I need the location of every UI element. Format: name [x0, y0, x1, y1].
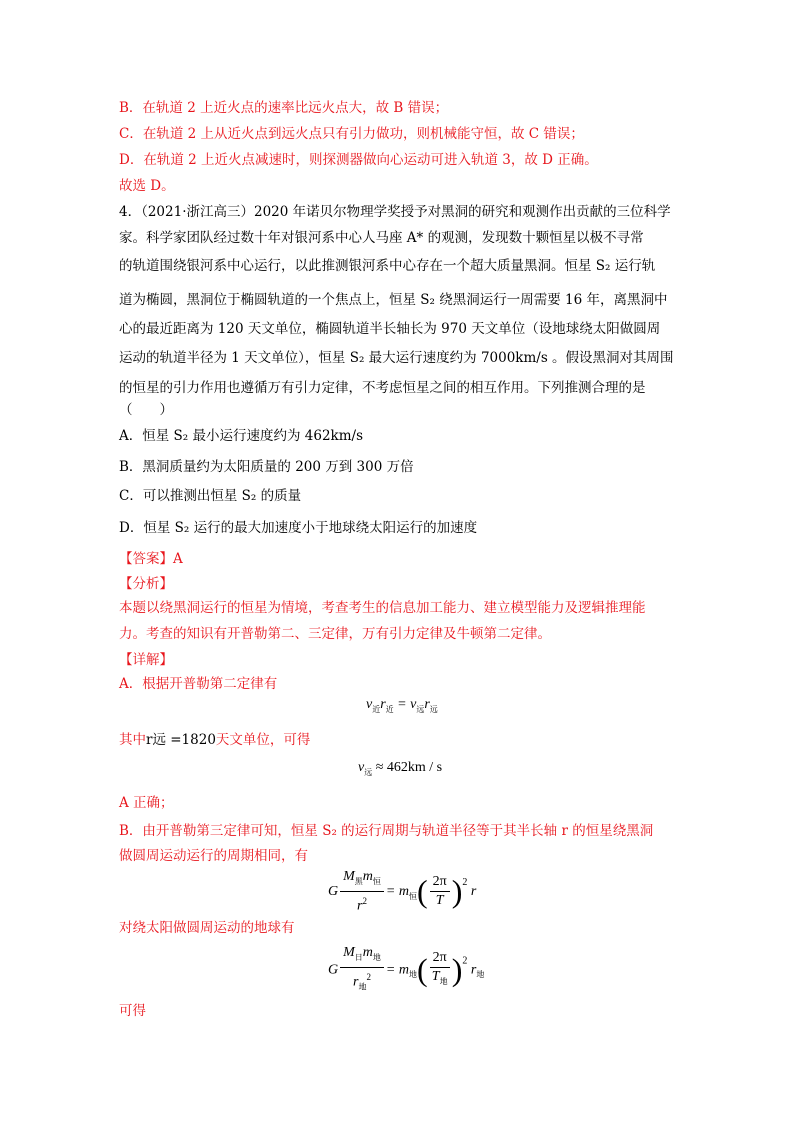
prev-option-c: C．在轨道 2 上从近火点到远火点只有引力做功，则机械能守恒，故 C 错误；	[119, 126, 584, 142]
prev-conclusion: 故选 D。	[119, 178, 175, 194]
analysis-label: 【分析】	[119, 576, 173, 592]
equation-blackhole-orbit: G $\frac{M_黑m_恒}{r^2}$ = $m_恒$( $\frac{2\pi}{T}$ )$^2$ r	[328, 869, 477, 914]
option-d: D．恒星 S₂ 运行的最大加速度小于地球绕太阳运行的加速度	[119, 520, 478, 536]
option-b: B．黑洞质量约为太阳质量的 200 万到 300 万倍	[119, 459, 414, 475]
question-blank: （ ）	[119, 402, 173, 418]
detail-a-intro: A．根据开普勒第二定律有	[119, 676, 278, 692]
equation-kepler-second: $v_近r_近 = v_远r_远$	[366, 697, 438, 714]
where-suffix: 天文单位，可得	[215, 732, 311, 748]
min-speed-value: ≈ 462km / s	[375, 760, 443, 775]
question-line-2: 家。科学家团队经过数十年对银河系中心人马座 A* 的观测，发现数十颗恒星以极不寻常	[119, 230, 644, 246]
question-line-6: 运动的轨道半径为 1 天文单位），恒星 S₂ 最大运行速度约为 7000km/s 。假设黑洞对其周围	[119, 350, 674, 366]
where-value: r远 =1820	[146, 732, 216, 748]
question-line-4: 道为椭圆，黑洞位于椭圆轨道的一个焦点上，恒星 S₂ 绕黑洞运行一周需要 16 年，离黑洞中	[119, 292, 668, 308]
question-line-1: 4．（2021·浙江高三）2020 年诺贝尔物理学奖授予对黑洞的研究和观测作出贡献的三位科学	[119, 204, 671, 220]
answer-value: A	[173, 551, 183, 567]
where-prefix: 其中	[119, 732, 146, 748]
question-line-3: 的轨道围绕银河系中心运行，以此推测银河系中心存在一个超大质量黑洞。恒星 S₂ 运行轨	[119, 258, 656, 274]
detail-where	[119, 730, 310, 750]
analysis-line-1: 本题以绕黑洞运行的恒星为情境，考查考生的信息加工能力、建立模型能力及逻辑推理能	[119, 600, 646, 616]
answer	[119, 549, 183, 569]
detail-label: 【详解】	[119, 652, 173, 668]
equation-min-speed: $v_远 \approx 462km / s$	[358, 760, 443, 777]
detail-a-correct: A 正确；	[119, 795, 174, 811]
option-a: A．恒星 S₂ 最小运行速度约为 462km/s	[119, 428, 364, 444]
detail-b-line-1: B．由开普勒第三定律可知，恒星 S₂ 的运行周期与轨道半径等于其半长轴 r 的恒星绕黑洞	[119, 823, 654, 839]
prev-option-d: D．在轨道 2 上近火点减速时，则探测器做向心运动可进入轨道 3，故 D 正确。	[119, 152, 598, 168]
prev-option-b: B．在轨道 2 上近火点的速率比远火点大，故 B 错误；	[119, 100, 449, 116]
question-line-5: 心的最近距离为 120 天文单位，椭圆轨道半长轴长为 970 天文单位（设地球绕太阳做圆周	[119, 321, 661, 337]
equation-earth-orbit: G $\frac{M_日m_地}{r_地^2}$ = $m_地$( $\frac{2\pi}{T_地}$ )$^2$ $r_地$	[328, 945, 485, 992]
option-c: C．可以推测出恒星 S₂ 的质量	[119, 488, 302, 504]
detail-obtain: 可得	[119, 1003, 146, 1019]
detail-b-line-2: 做圆周运动运行的周期相同，有	[119, 848, 308, 864]
detail-earth-intro: 对绕太阳做圆周运动的地球有	[119, 920, 295, 936]
answer-label: 【答案】	[119, 551, 173, 567]
question-line-7: 的恒星的引力作用也遵循万有引力定律，不考虑恒星之间的相互作用。下列推测合理的是	[119, 380, 646, 396]
analysis-line-2: 力。考查的知识有开普勒第二、三定律，万有引力定律及牛顿第二定律。	[119, 626, 551, 642]
